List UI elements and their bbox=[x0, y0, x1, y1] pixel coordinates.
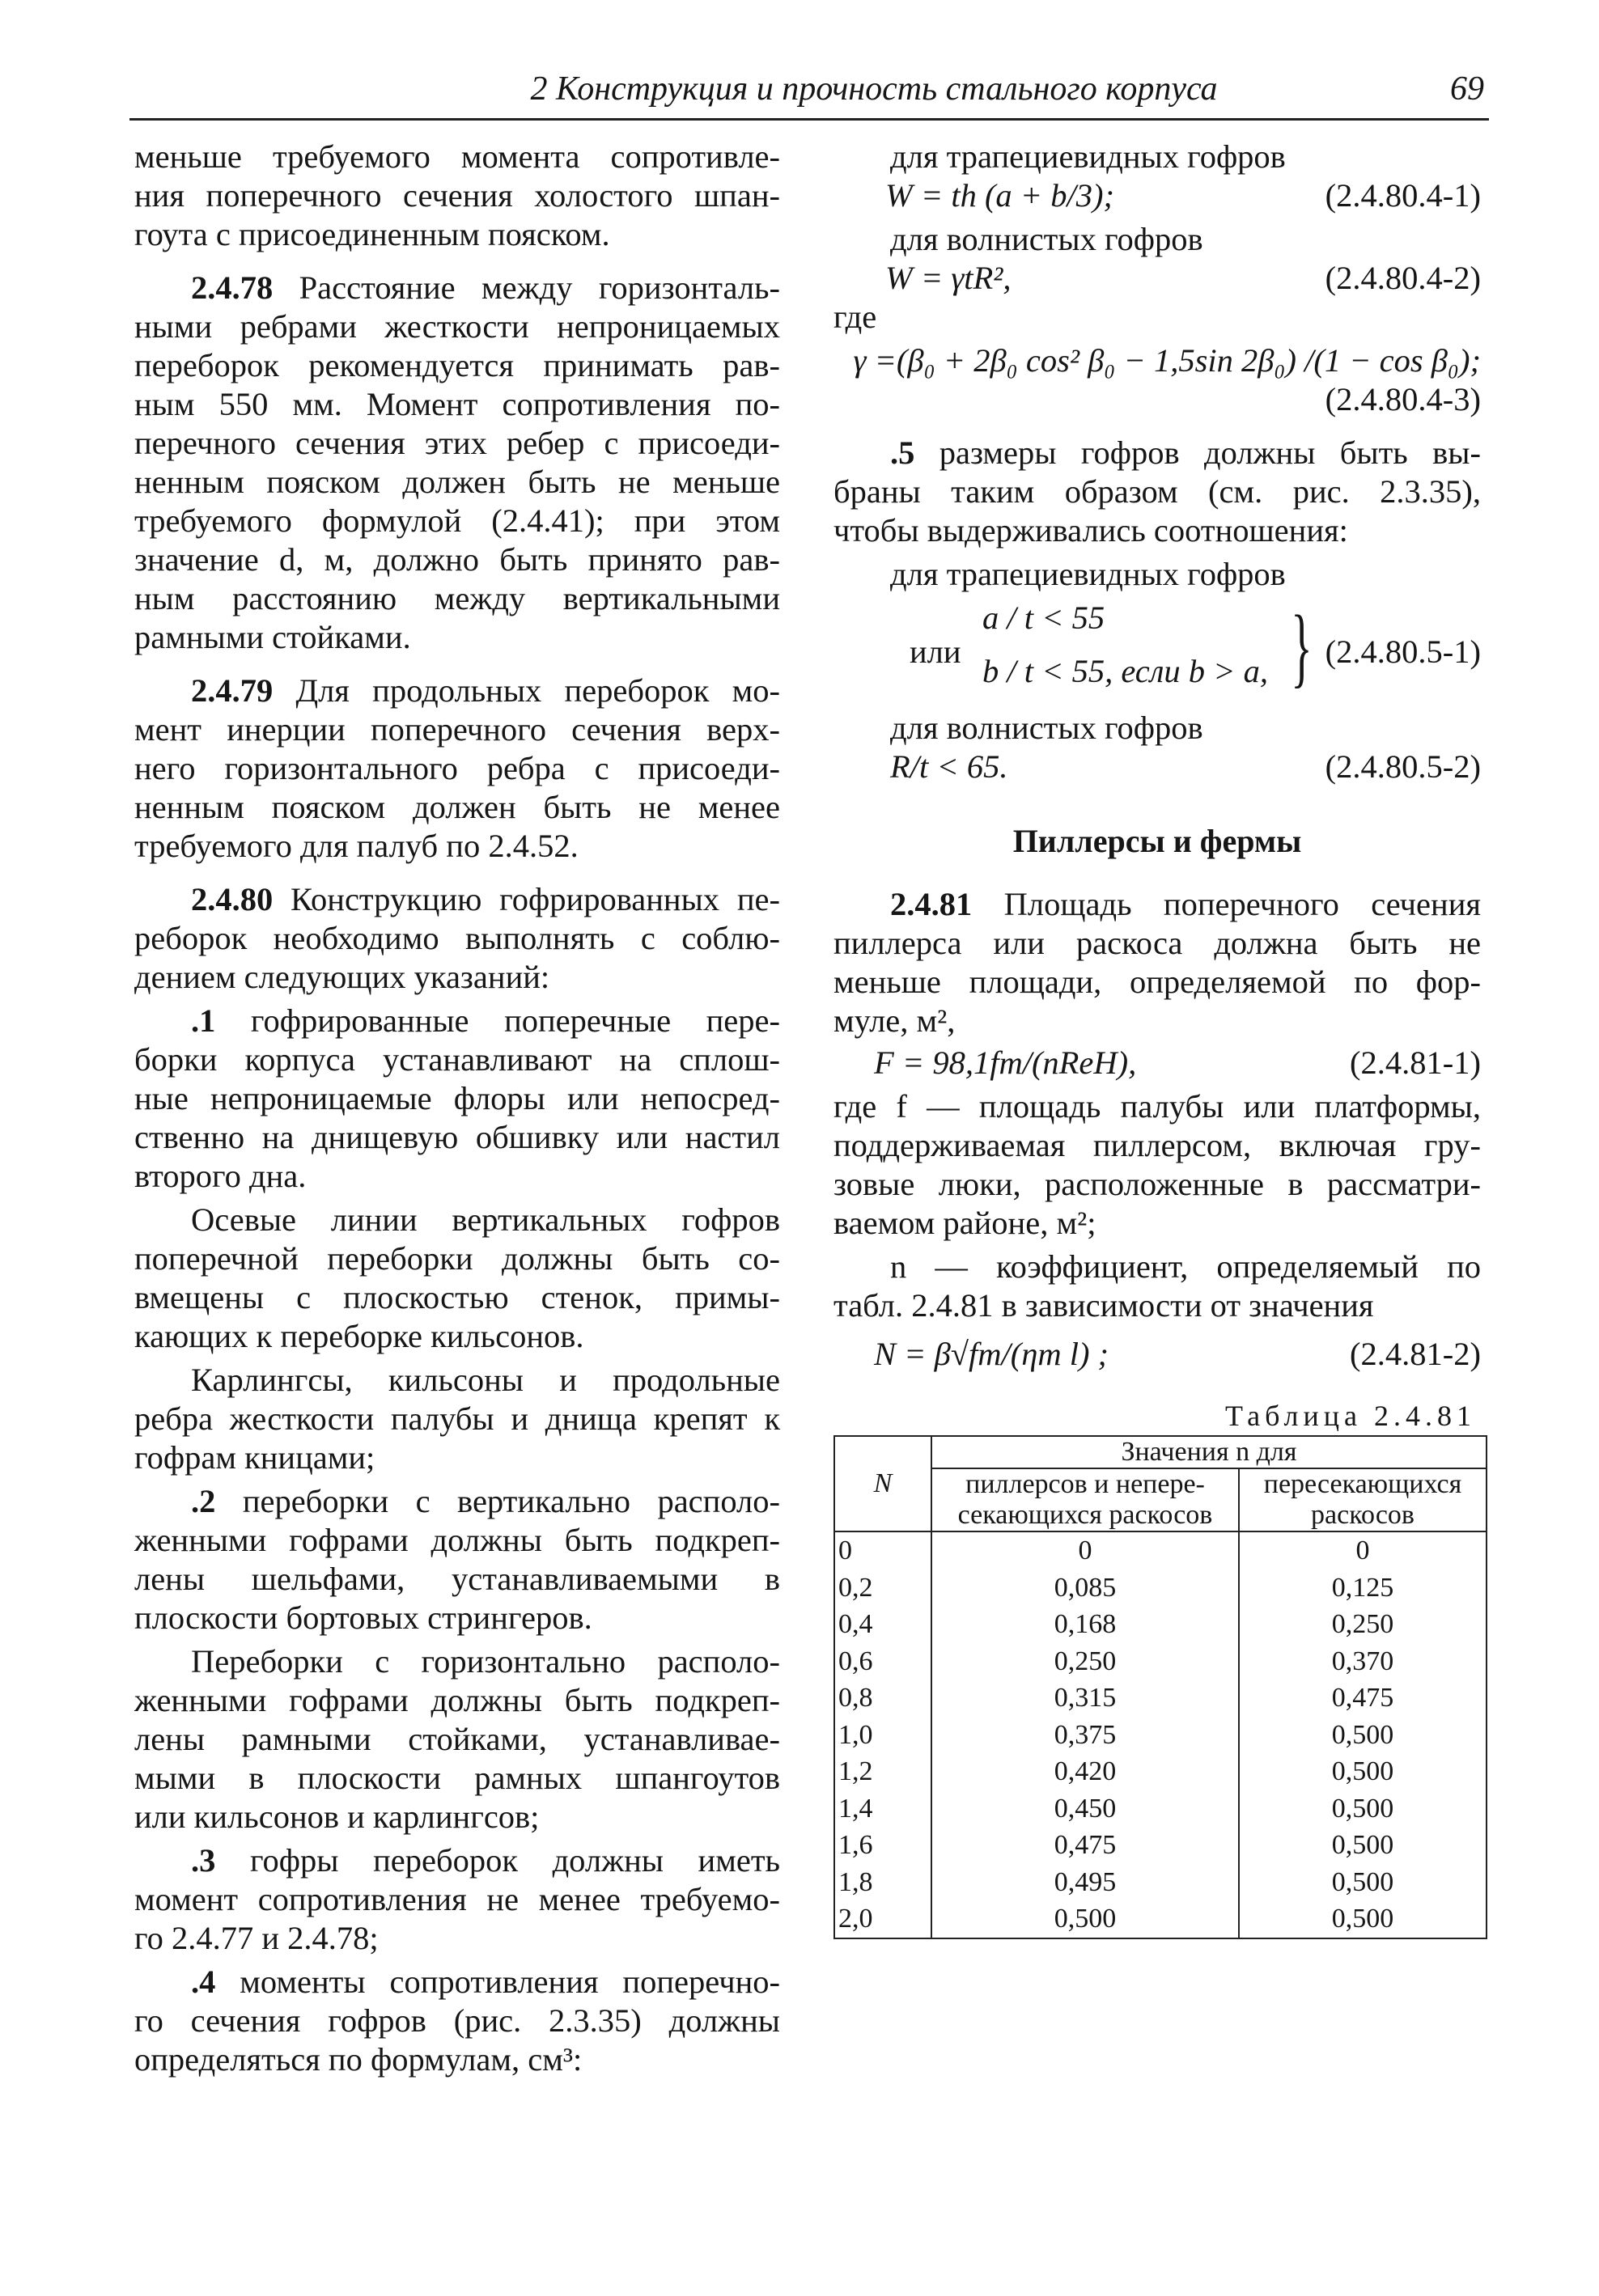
cell-col-b: 0,250 bbox=[1239, 1606, 1487, 1643]
cell-col-a: 0,375 bbox=[931, 1717, 1239, 1754]
header-n: N bbox=[834, 1436, 931, 1531]
text-line: браны таким образом (см. рис. 2.3.35), bbox=[833, 473, 1481, 510]
data-table bbox=[833, 1435, 1487, 1939]
clause-number: .5 bbox=[890, 434, 915, 471]
cell-col-b: 0,500 bbox=[1239, 1717, 1487, 1754]
formula-number: (2.4.80.4-2) bbox=[1325, 260, 1481, 296]
cell-col-a: 0,495 bbox=[931, 1864, 1239, 1901]
formula-number: (2.4.80.5-2) bbox=[1325, 748, 1481, 785]
text-line: 2.4.80 Конструкцию гофрированных пе- bbox=[191, 881, 780, 917]
page-number: 69 bbox=[1450, 70, 1484, 108]
text-line: Карлингсы, кильсоны и продольные bbox=[191, 1362, 780, 1398]
text-line: ными ребрами жесткости непроницаемых bbox=[134, 308, 780, 345]
cell-col-a: 0,420 bbox=[931, 1753, 1239, 1790]
table-caption: Таблица 2.4.81 bbox=[1225, 1400, 1476, 1432]
text-line: ным 550 мм. Момент сопротивления по- bbox=[134, 386, 780, 422]
text-line: требуемого для палуб по 2.4.52. bbox=[134, 828, 579, 864]
formula-text: R/t < 65. bbox=[890, 748, 1008, 785]
text-line: ным расстоянию между вертикальными bbox=[134, 580, 780, 616]
definition-f bbox=[833, 1087, 1481, 1243]
running-header bbox=[129, 70, 1489, 121]
text-line: .3 гофры переборок должны иметь bbox=[191, 1842, 780, 1879]
text-line: определяться по формулам, см³: bbox=[134, 2041, 583, 2078]
text-line: пиллерса или раскоса должна быть не bbox=[833, 925, 1481, 961]
clause-number: 2.4.78 bbox=[191, 269, 274, 306]
left-column bbox=[134, 138, 780, 2079]
cell-col-b: 0,500 bbox=[1239, 1790, 1487, 1828]
formula-2-4-80-5-2 bbox=[833, 748, 1481, 786]
text-line: лены рамными стойками, устанавливае- bbox=[134, 1721, 780, 1757]
text-line: рамными стойками. bbox=[134, 619, 411, 655]
clause-2-4-79 bbox=[134, 671, 780, 866]
formula-2-4-80-4-1 bbox=[833, 176, 1481, 215]
cell-col-b: 0,500 bbox=[1239, 1900, 1487, 1938]
formula-text: F = 98,1fm/(nReH), bbox=[874, 1044, 1137, 1081]
cell-n: 1,2 bbox=[834, 1753, 931, 1790]
table-row bbox=[834, 1753, 1487, 1790]
text-line: значение d, м, должно быть принято рав- bbox=[134, 541, 780, 578]
clause-number: 2.4.79 bbox=[191, 672, 274, 709]
text-line: .5 размеры гофров должны быть вы- bbox=[890, 434, 1481, 471]
clause-2-4-78 bbox=[134, 269, 780, 657]
clause-2-4-81 bbox=[833, 885, 1481, 1040]
text-line: .1 гофрированные поперечные пере- bbox=[191, 1002, 780, 1039]
text-line: вмещены с плоскостью стенок, примы- bbox=[134, 1279, 780, 1315]
text-line: .4 моменты сопротивления поперечно- bbox=[191, 1963, 780, 2000]
table-row bbox=[834, 1643, 1487, 1680]
cell-col-b: 0,500 bbox=[1239, 1827, 1487, 1864]
text-line: гоута с присоединенным пояском. bbox=[134, 216, 610, 252]
clause-number: .1 bbox=[191, 1002, 216, 1039]
cell-col-b: 0,125 bbox=[1239, 1569, 1487, 1607]
item-4 bbox=[134, 1963, 780, 2079]
section-heading: Пиллерсы и фермы bbox=[1012, 823, 1302, 859]
text-line: меньше требуемого момента сопротивле- bbox=[134, 138, 780, 175]
text-line: где f — площадь палубы или платформы, bbox=[833, 1088, 1481, 1125]
formula-text: W = γtR², bbox=[885, 260, 1012, 296]
condition-a: a / t < 55 bbox=[982, 599, 1105, 636]
cell-n: 1,0 bbox=[834, 1717, 931, 1754]
text-line: n — коэффициент, определяемый по bbox=[890, 1248, 1481, 1285]
text-line: зовые люки, расположенные в рассматри- bbox=[833, 1166, 1481, 1202]
clause-2-4-80 bbox=[134, 880, 780, 997]
item-3 bbox=[134, 1841, 780, 1958]
formula-number: (2.4.80.5-1) bbox=[1325, 633, 1481, 670]
formula-number: (2.4.80.4-1) bbox=[1325, 177, 1481, 214]
formula-2-4-81-1 bbox=[833, 1044, 1481, 1082]
text-line: ственно на днищевую обшивку или настил bbox=[134, 1119, 780, 1155]
paragraph-horizontal-corrugations bbox=[134, 1642, 780, 1836]
text-line: ваемом районе, м²; bbox=[833, 1205, 1096, 1241]
condition-b: b / t < 55, если b > a, bbox=[982, 653, 1268, 689]
text-line: го сечения гофров (рис. 2.3.35) должны bbox=[134, 2002, 780, 2039]
clause-number: .2 bbox=[191, 1483, 216, 1519]
table-row bbox=[834, 1864, 1487, 1901]
text-line: переборок рекомендуется принимать рав- bbox=[134, 347, 780, 383]
label-wavy: для волнистых гофров bbox=[890, 221, 1203, 257]
cell-n: 0,8 bbox=[834, 1680, 931, 1717]
item-2 bbox=[134, 1482, 780, 1637]
text-line: .2 переборки с вертикально располо- bbox=[191, 1483, 780, 1519]
paragraph-continuation bbox=[134, 138, 780, 254]
text-line: лены шельфами, устанавливаемыми в bbox=[134, 1561, 780, 1597]
formula-number-gamma: (2.4.80.4-3) bbox=[1325, 381, 1481, 417]
text-line: ребра жесткости палубы и днища крепят к bbox=[134, 1400, 780, 1437]
clause-number: 2.4.80 bbox=[191, 881, 274, 917]
table-row bbox=[834, 1790, 1487, 1828]
text-line: борки корпуса устанавливают на сплош- bbox=[134, 1041, 780, 1078]
text-line: ненным пояском должен быть не менее bbox=[134, 789, 780, 825]
text-line: женными гофрами должны быть подкреп- bbox=[134, 1522, 780, 1558]
text-line: чтобы выдерживались соотношения: bbox=[833, 512, 1348, 549]
text-line: ные непроницаемые флоры или непосред- bbox=[134, 1080, 780, 1116]
table-row bbox=[834, 1531, 1487, 1569]
label-trapezoidal-2: для трапециевидных гофров bbox=[890, 556, 1286, 592]
cell-n: 1,8 bbox=[834, 1864, 931, 1901]
text-line: табл. 2.4.81 в зависимости от значения bbox=[833, 1287, 1374, 1324]
table-row bbox=[834, 1569, 1487, 1607]
cell-n: 0,2 bbox=[834, 1569, 931, 1607]
cell-col-a: 0,168 bbox=[931, 1606, 1239, 1643]
text-line: Переборки с горизонтально располо- bbox=[191, 1643, 780, 1680]
text-line: женными гофрами должны быть подкреп- bbox=[134, 1682, 780, 1718]
table-row bbox=[834, 1900, 1487, 1938]
formula-number: (2.4.81-1) bbox=[1350, 1044, 1481, 1081]
header-title: 2 Конструкция и прочность стального корпуса bbox=[530, 70, 1218, 108]
clause-number: .4 bbox=[191, 1963, 216, 2000]
text-line: гофрам кницами; bbox=[134, 1439, 375, 1476]
formula-text: W = th (a + b/3); bbox=[885, 177, 1114, 214]
formula-number: (2.4.81-2) bbox=[1350, 1336, 1481, 1372]
text-line: второго дна. bbox=[134, 1158, 307, 1194]
text-line: меньше площади, определяемой по фор- bbox=[833, 964, 1481, 1000]
table-row bbox=[834, 1680, 1487, 1717]
paragraph-axis-lines bbox=[134, 1201, 780, 1356]
text-line: Осевые линии вертикальных гофров bbox=[191, 1201, 780, 1238]
text-line: кающих к переборке кильсонов. bbox=[134, 1318, 584, 1354]
text-line: 2.4.79 Для продольных переборок мо- bbox=[191, 672, 780, 709]
text-line: требуемого формулой (2.4.41); при этом bbox=[134, 502, 780, 539]
cell-col-b: 0,475 bbox=[1239, 1680, 1487, 1717]
formula-2-4-81-2 bbox=[833, 1330, 1481, 1375]
cell-n: 0 bbox=[834, 1531, 931, 1569]
table-row bbox=[834, 1606, 1487, 1643]
text-line: мыми в плоскости рамных шпангоутов bbox=[134, 1760, 780, 1796]
cell-col-a: 0,450 bbox=[931, 1790, 1239, 1828]
cell-col-b: 0,500 bbox=[1239, 1753, 1487, 1790]
conditions-block bbox=[833, 599, 1481, 704]
text-line: поперечной переборки должны быть со- bbox=[134, 1240, 780, 1277]
formula-text: N = β√fm/(ηт l) ; bbox=[874, 1336, 1109, 1372]
cell-n: 0,6 bbox=[834, 1643, 931, 1680]
cell-col-a: 0,500 bbox=[931, 1900, 1239, 1938]
definition-n bbox=[833, 1248, 1481, 1325]
text-line: 2.4.78 Расстояние между горизонталь- bbox=[191, 269, 780, 306]
header-col-b: пересекающихся раскосов bbox=[1239, 1468, 1487, 1531]
text-line: ния поперечного сечения холостого шпан- bbox=[134, 177, 780, 214]
or-label: или bbox=[910, 633, 961, 670]
text-line: 2.4.81 Площадь поперечного сечения bbox=[890, 886, 1481, 922]
label-where: где bbox=[833, 299, 877, 335]
cell-col-a: 0 bbox=[931, 1531, 1239, 1569]
text-line: муле, м², bbox=[833, 1002, 956, 1039]
label-trapezoidal: для трапециевидных гофров bbox=[890, 138, 1286, 175]
cell-col-a: 0,315 bbox=[931, 1680, 1239, 1717]
text-line: плоскости бортовых стрингеров. bbox=[134, 1599, 592, 1636]
text-line: момент сопротивления не менее требуемо- bbox=[134, 1881, 780, 1917]
right-column bbox=[833, 138, 1481, 1939]
text-line: ненным пояском должен быть не меньше bbox=[134, 464, 780, 500]
cell-n: 2,0 bbox=[834, 1900, 931, 1938]
table-row bbox=[834, 1717, 1487, 1754]
formula-2-4-80-4-2 bbox=[833, 259, 1481, 298]
header-col-a: пиллерсов и непере-секающихся раскосов bbox=[931, 1468, 1239, 1531]
item-1 bbox=[134, 1002, 780, 1196]
cell-col-a: 0,250 bbox=[931, 1643, 1239, 1680]
clause-number: 2.4.81 bbox=[890, 886, 973, 922]
cell-n: 0,4 bbox=[834, 1606, 931, 1643]
cell-col-a: 0,085 bbox=[931, 1569, 1239, 1607]
item-5 bbox=[833, 434, 1481, 550]
cell-col-b: 0,370 bbox=[1239, 1643, 1487, 1680]
clause-number: .3 bbox=[191, 1842, 216, 1879]
header-group: Значения n для bbox=[931, 1436, 1487, 1468]
cell-col-b: 0 bbox=[1239, 1531, 1487, 1569]
table-row bbox=[834, 1827, 1487, 1864]
text-line: него горизонтального ребра с присоеди- bbox=[134, 750, 780, 786]
text-line: поддерживаемая пиллерсом, включая гру- bbox=[833, 1127, 1481, 1163]
text-line: перечного сечения этих ребер с присоеди- bbox=[134, 425, 780, 461]
text-line: дением следующих указаний: bbox=[134, 959, 550, 995]
text-line: го 2.4.77 и 2.4.78; bbox=[134, 1920, 379, 1956]
paragraph-carlings bbox=[134, 1361, 780, 1477]
label-wavy-2: для волнистых гофров bbox=[890, 710, 1203, 746]
cell-n: 1,4 bbox=[834, 1790, 931, 1828]
text-line: или кильсонов и карлингсов; bbox=[134, 1798, 540, 1835]
cell-col-a: 0,475 bbox=[931, 1827, 1239, 1864]
formula-gamma: γ =(β₀ + 2β₀ cos² β₀ − 1,5sin 2β₀) /(1 − cos β₀); bbox=[853, 342, 1481, 379]
text-line: реборок необходимо выполнять с соблю- bbox=[134, 920, 780, 956]
text-line: мент инерции поперечного сечения верх- bbox=[134, 711, 780, 748]
cell-n: 1,6 bbox=[834, 1827, 931, 1864]
brace-icon: } bbox=[1291, 597, 1313, 696]
cell-col-b: 0,500 bbox=[1239, 1864, 1487, 1901]
